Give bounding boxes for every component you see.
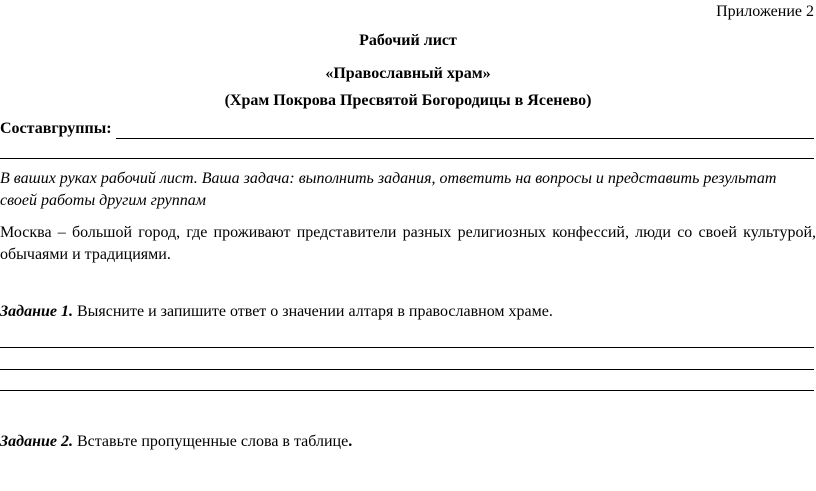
group-members-line-2 xyxy=(0,158,814,159)
task-1-title: Задание 1. xyxy=(0,303,73,320)
intro-instructions: В ваших руках рабочий лист. Ваша задача: выполнить задания, ответить на вопросы и представить результат своей работы другим группам xyxy=(0,170,777,209)
moscow-paragraph: Москва – большой город, где проживают представители разных религиозных конфессий, люди со своей культурой, обычаями и традициями. xyxy=(0,224,816,263)
group-members-line-1 xyxy=(116,138,814,139)
task-2-period: . xyxy=(348,433,353,450)
answer-line-3 xyxy=(0,390,814,391)
answer-line-2 xyxy=(0,369,814,370)
worksheet-title: Рабочий лист xyxy=(359,32,457,49)
temple-name: (Храм Покрова Пресвятой Богородицы в Ясенево) xyxy=(224,92,592,109)
worksheet-subtitle: «Православный храм» xyxy=(325,65,491,82)
group-members-label: Составгруппы: xyxy=(0,120,112,137)
answer-line-1 xyxy=(0,347,814,348)
task-1-text: Выясните и запишите ответ о значении алтаря в православном храме. xyxy=(72,303,553,320)
appendix-label: Приложение 2 xyxy=(716,3,814,20)
task-2 xyxy=(0,433,352,451)
task-2-title: Задание 2. xyxy=(0,433,73,450)
task-2-text: Вставьте пропущенные слова в таблице xyxy=(72,433,349,450)
task-1 xyxy=(0,303,553,321)
